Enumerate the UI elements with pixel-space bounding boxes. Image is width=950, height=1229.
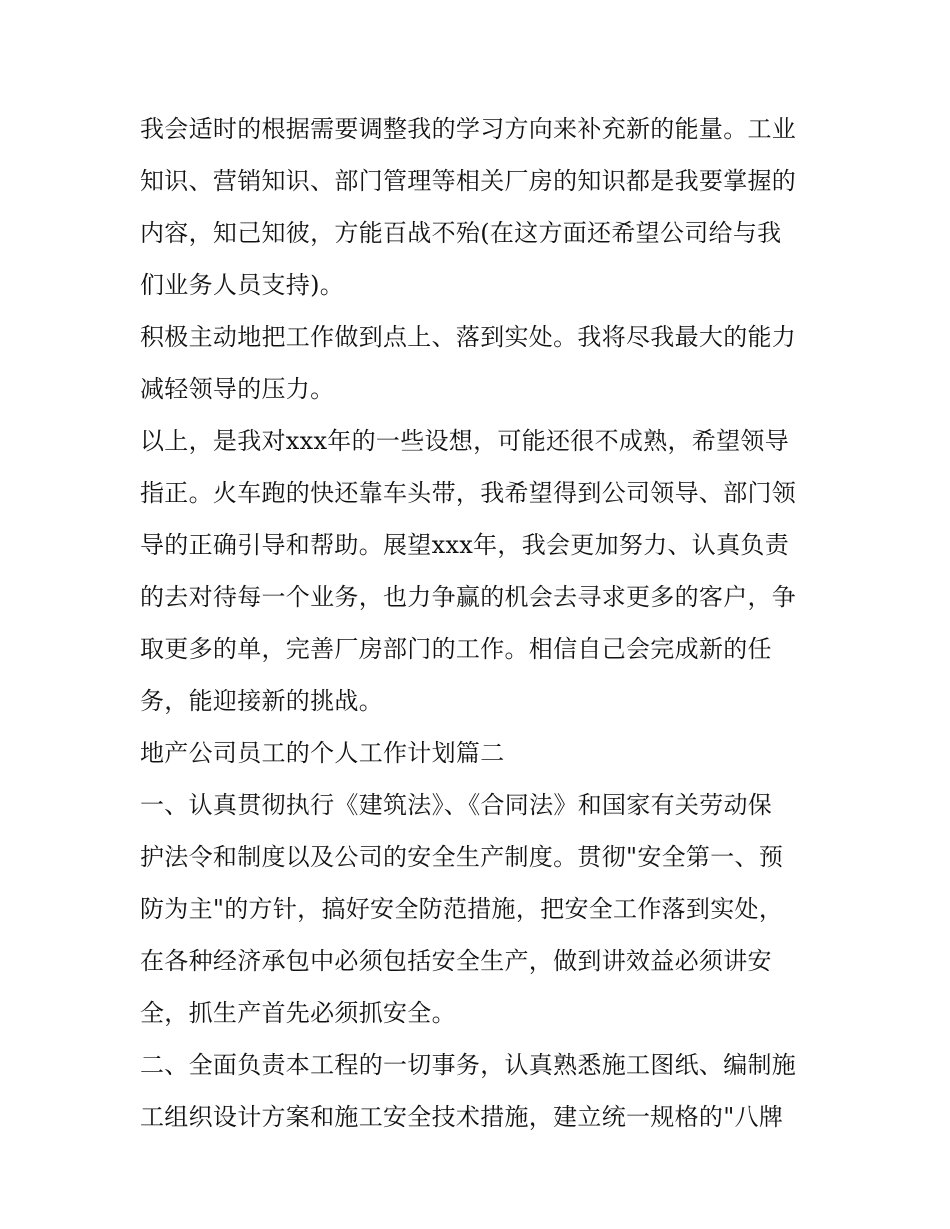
text-line: 工组织设计方案和施工安全技术措施，建立统一规格的"八牌: [140, 1103, 784, 1131]
text-line: 二、全面负责本工程的一切事务，认真熟悉施工图纸、编制施: [140, 1051, 797, 1079]
document-body: [140, 103, 820, 1143]
text-line: 在各种经济承包中必须包括安全生产，做到讲效益必须讲安: [140, 947, 772, 975]
text-line: 知识、营销知识、部门管理等相关厂房的知识都是我要掌握的: [140, 167, 797, 195]
text-line: 内容，知己知彼，方能百战不殆(在这方面还希望公司给与我: [140, 219, 782, 247]
section-heading: 地产公司员工的个人工作计划篇二: [140, 739, 505, 767]
text-line: 取更多的单，完善厂房部门的工作。相信自己会完成新的任: [140, 635, 772, 663]
text-line: 的去对待每一个业务，也力争赢的机会去寻求更多的客户，争: [140, 583, 797, 611]
text-line: 积极主动地把工作做到点上、落到实处。我将尽我最大的能力: [140, 323, 797, 351]
text-line: 务，能迎接新的挑战。: [140, 687, 383, 715]
text-line: 减轻领导的压力。: [140, 375, 335, 403]
text-line: 以上，是我对xxx年的一些设想，可能还很不成熟，希望领导: [140, 427, 790, 455]
text-line: 防为主"的方针，搞好安全防范措施，把安全工作落到实处，: [140, 895, 784, 923]
text-line: 指正。火车跑的快还靠车头带，我希望得到公司领导、部门领: [140, 479, 797, 507]
text-line: 一、认真贯彻执行《建筑法》、《合同法》和国家有关劳动保: [140, 791, 773, 819]
text-line: 全，抓生产首先必须抓安全。: [140, 999, 456, 1027]
text-line: 导的正确引导和帮助。展望xxx年，我会更加努力、认真负责: [140, 531, 790, 559]
text-line: 护法令和制度以及公司的安全生产制度。贯彻"安全第一、预: [140, 843, 784, 871]
text-line: 们业务人员支持)。: [140, 271, 345, 299]
text-line: 我会适时的根据需要调整我的学习方向来补充新的能量。工业: [140, 115, 797, 143]
